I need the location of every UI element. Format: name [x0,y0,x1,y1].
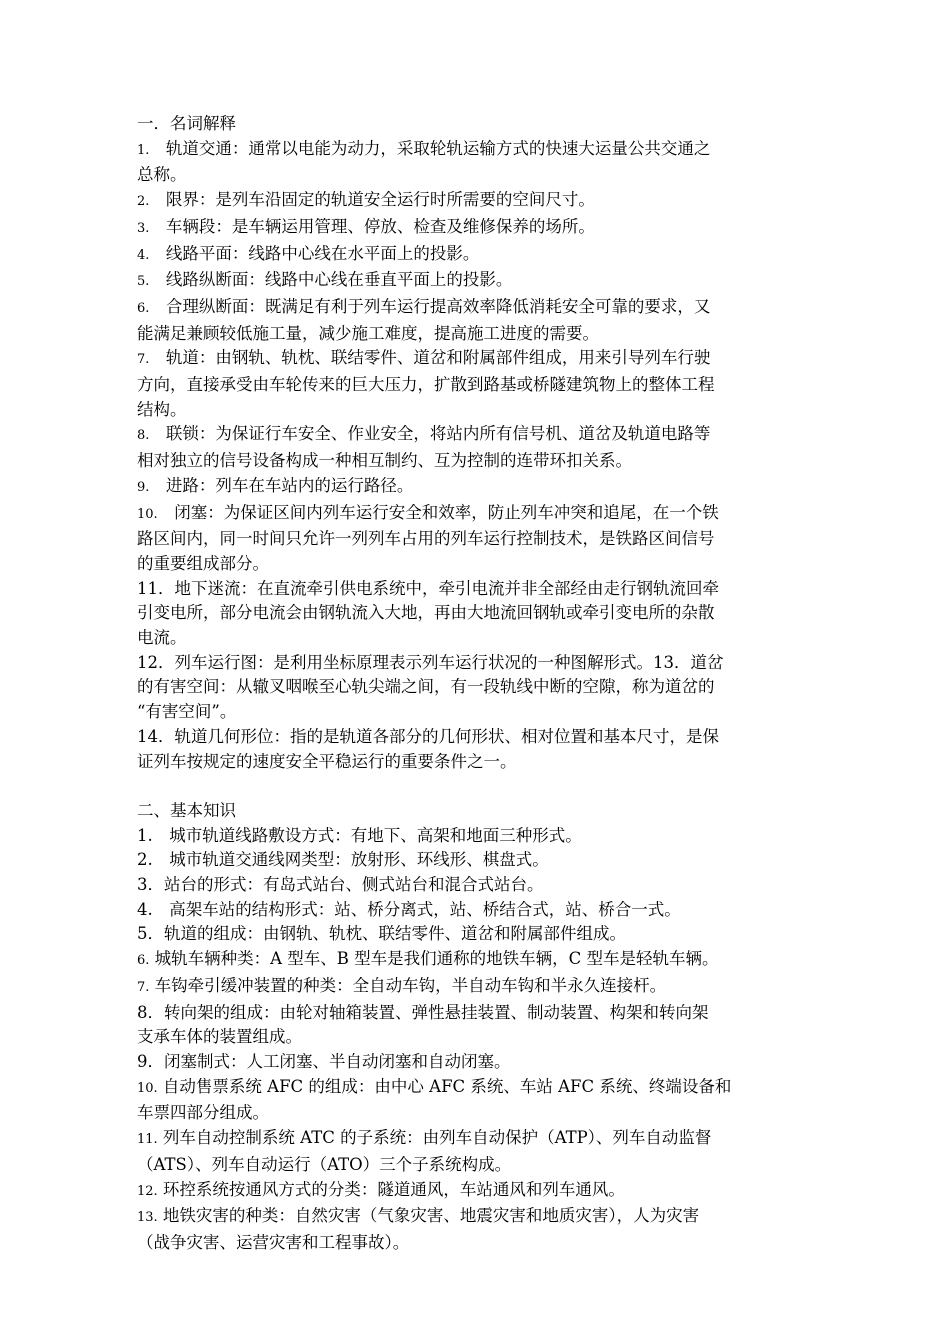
text-line [137,1204,820,1231]
item-number: 4. [137,899,153,919]
text-line [137,163,820,188]
item-text: 路区间内，同一时间只允许一列列车占用的列车运行控制技术，是铁路区间信号 [137,529,715,549]
item-text: 列车运行图：是利用坐标原理表示列车运行状况的一种图解形式。13．道岔 [174,652,724,672]
item-text: 转向架的组成：由轮对轴箱装置、弹性悬挂装置、制动装置、构架和转向架 [164,1002,709,1022]
item-text: 证列车按规定的速度安全平稳运行的重要条件之一。 [137,751,517,771]
text-line [137,1153,820,1178]
text-line [137,750,820,775]
text-line [137,422,820,449]
text-line [137,242,820,269]
item-text: 环控系统按通风方式的分类：隧道通风，车站通风和列车通风。 [157,1179,625,1199]
text-line [137,188,820,215]
text-line [137,626,820,651]
item-text: 车钩牵引缓冲装置的种类：全自动车钩，半自动车钩和半永久连接杆。 [149,975,667,995]
item-number: 12. [137,1183,158,1199]
item-number: 2. [137,850,153,870]
item-number: 6. [137,953,150,969]
item-text: 电流。 [137,628,187,648]
item-text: 支承车体的装置组成。 [137,1027,302,1047]
text-line [137,1178,820,1205]
text-line [137,1025,820,1050]
text-line [137,1075,820,1102]
item-number: 7. [137,352,150,368]
text-line [137,295,820,322]
item-text: 总称。 [137,165,187,185]
text-line [137,373,820,398]
item-number: 11. [137,1132,158,1148]
item-text: 引变电所，部分电流会由钢轨流入大地，再由大地流回钢轨或牵引变电所的杂散 [137,603,715,623]
item-text: 相对独立的信号设备构成一种相互制约、互为控制的连带环扣关系。 [137,451,632,471]
item-number: 13. [137,1210,158,1226]
text-line [137,651,820,676]
text-line [137,1101,820,1126]
item-text: 轨道交通：通常以电能为动力，采取轮轨运输方式的快速大运量公共交通之 [149,138,711,158]
text-line [137,675,820,700]
text-line [137,474,820,501]
text-line [137,1001,820,1026]
text-line [137,527,820,552]
text-line [137,947,820,974]
item-number: 8. [137,428,150,444]
item-number: 3. [137,220,150,236]
text-line [137,1231,820,1256]
text-line [137,501,820,528]
item-text: 高架车站的结构形式：站、桥分离式，站、桥结合式，站、桥合一式。 [152,899,681,919]
item-number: 9． [137,1052,164,1071]
text-line [137,215,820,242]
item-number: 8． [137,1002,164,1022]
item-text: （战争灾害、运营灾害和工程事故）。 [137,1232,410,1252]
text-line [137,873,820,898]
item-text: 方向，直接承受由车轮传来的巨大压力，扩散到路基或桥隧建筑物上的整体工程 [137,375,715,395]
item-number: 12． [137,652,175,672]
item-number: 11． [137,578,175,598]
item-text: 限界：是列车沿固定的轨道安全运行时所需要的空间尺寸。 [149,190,595,210]
item-text: 车票四部分组成。 [137,1103,269,1123]
item-text: 结构。 [137,399,187,419]
item-text: 地铁灾害的种类：自然灾害（气象灾害、地震灾害和地质灾害），人为灾害 [157,1206,700,1226]
item-number: 1. [137,825,153,845]
item-text: 的有害空间：从辙叉咽喉至心轨尖端之间，有一段轨线中断的空隙，称为道岔的 [137,677,715,697]
item-text: 地下迷流：在直流牵引供电系统中，牵引电流并非全部经由走行钢轨流回牵 [174,578,719,598]
section-1-body [137,137,820,775]
text-line [137,1050,820,1075]
item-text: 闭塞制式：人工闭塞、半自动闭塞和自动闭塞。 [164,1052,511,1071]
item-text: 线路纵断面：线路中心线在垂直平面上的投影。 [149,270,513,290]
text-line [137,922,820,947]
item-text: 闭塞：为保证区间内列车运行安全和效率，防止列车冲突和追尾，在一个铁 [157,502,719,522]
item-number: 10. [137,506,158,522]
text-line [137,848,820,873]
item-number: 10. [137,1080,158,1096]
item-text: 城市轨道线路敷设方式：有地下、高架和地面三种形式。 [152,825,582,845]
item-text: 进路：列车在车站内的运行路径。 [149,475,414,495]
item-text: 合理纵断面：既满足有利于列车运行提高效率降低消耗安全可靠的要求，又 [149,296,711,316]
item-text: 车辆段：是车辆运用管理、停放、检查及维修保养的场所。 [149,216,595,236]
item-number: 6. [137,300,150,316]
text-line [137,398,820,423]
document-page [137,112,820,1256]
text-line [137,898,820,923]
text-line [137,1126,820,1153]
item-number: 7. [137,979,150,995]
item-number: 2. [137,194,150,210]
section-1-title: 一．名词解释 [137,114,236,133]
text-line [137,137,820,164]
text-line [137,700,820,725]
text-line [137,974,820,1001]
item-text: 的重要组成部分。 [137,553,269,573]
item-text: 联锁：为保证行车安全、作业安全，将站内所有信号机、道岔及轨道电路等 [149,424,711,444]
text-line [137,268,820,295]
item-number: 5. [137,274,150,290]
text-line [137,449,820,474]
item-text: 站台的形式：有岛式站台、侧式站台和混合式站台。 [164,875,544,895]
item-number: 4. [137,247,150,263]
item-number: 1. [137,142,150,158]
item-text: 轨道几何形位：指的是轨道各部分的几何形状、相对位置和基本尺寸，是保 [174,726,719,746]
item-text: 列车自动控制系统 ATC 的子系统：由列车自动保护（ATP）、列车自动监督 [157,1128,712,1148]
text-line [137,552,820,577]
item-number: 5． [137,924,164,944]
item-text: 能满足兼顾较低施工量，减少施工难度，提高施工进度的需要。 [137,323,599,343]
text-line [137,725,820,750]
text-line [137,601,820,626]
item-number: 14． [137,726,175,746]
item-text: 自动售票系统 AFC 的组成：由中心 AFC 系统、车站 AFC 系统、终端设备和 [157,1076,732,1096]
item-text: 线路平面：线路中心线在水平面上的投影。 [149,243,480,263]
section-2-body [137,824,820,1256]
item-text: 城市轨道交通线网类型：放射形、环线形、棋盘式。 [152,850,549,870]
item-number: 3． [137,875,164,895]
item-text: “有害空间”。 [137,702,237,722]
text-line [137,577,820,602]
item-text: （ATS）、列车自动运行（ATO）三个子系统构成。 [137,1154,512,1174]
section-gap [137,774,820,799]
text-line [137,322,820,347]
item-text: 轨道：由钢轨、轨枕、联结零件、道岔和附属部件组成，用来引导列车行驶 [149,348,711,368]
section-2-title: 二、基本知识 [137,800,236,820]
text-line [137,824,820,849]
item-text: 城轨车辆种类：A 型车、B 型车是我们通称的地铁车辆，C 型车是轻轨车辆。 [149,949,719,969]
item-text: 轨道的组成：由钢轨、轨枕、联结零件、道岔和附属部件组成。 [164,924,626,944]
item-number: 9. [137,479,150,495]
text-line [137,346,820,373]
